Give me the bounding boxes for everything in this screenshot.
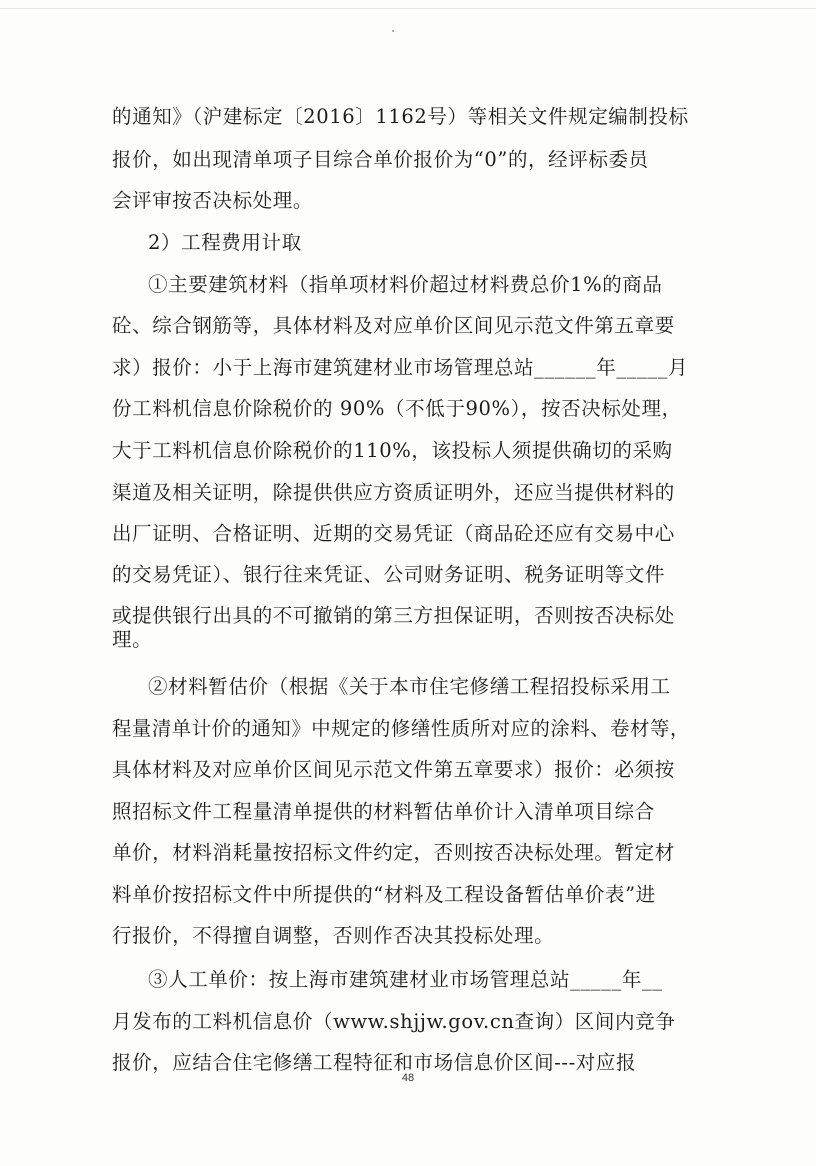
text-line: ②材料暂估价（根据《关于本市住宅修缮工程招投标采用工 xyxy=(148,675,671,698)
text-line: 月发布的工料机信息价（www.shjjw.gov.cn查询）区间内竞争 xyxy=(112,1010,676,1033)
text-line: ③人工单价：按上海市建筑建材业市场管理总站_____年__ xyxy=(148,968,663,991)
text-line: 行报价，不得擅自调整，否则作否决其投标处理。 xyxy=(112,924,555,947)
text-line: 大于工料机信息价除税价的110%，该投标人须提供确切的采购 xyxy=(112,439,673,462)
text-line: 砼、综合钢筋等，具体材料及对应单价区间见示范文件第五章要 xyxy=(112,314,675,337)
scan-dot xyxy=(392,30,394,32)
text-line: 的交易凭证）、银行往来凭证、公司财务证明、税务证明等文件 xyxy=(112,563,666,586)
text-line: 的通知》（沪建标定〔2016〕1162号）等相关文件规定编制投标 xyxy=(112,105,689,128)
text-line: 程量清单计价的通知》中规定的修缮性质所对应的涂料、卷材等， xyxy=(112,717,690,740)
text-line: 料单价按招标文件中所提供的“材料及工程设备暂估单价表”进 xyxy=(112,883,656,906)
text-line: 报价，应结合住宅修缮工程特征和市场信息价区间---对应报 xyxy=(112,1051,637,1074)
text-line: 求）报价：小于上海市建筑建材业市场管理总站______年_____月 xyxy=(112,356,689,379)
text-line: 会评审按否决标处理。 xyxy=(112,189,314,212)
section-heading: 2）工程费用计取 xyxy=(148,231,302,254)
text-line: 具体材料及对应单价区间见示范文件第五章要求）报价：必须按 xyxy=(112,758,675,781)
text-line: 照招标文件工程量清单提供的材料暂估单价计入清单项目综合 xyxy=(112,800,655,823)
text-line: ①主要建筑材料（指单项材料价超过材料费总价1%的商品 xyxy=(148,273,663,296)
page-number: 48 xyxy=(401,1072,415,1084)
text-line: 渠道及相关证明，除提供供应方资质证明外，还应当提供材料的 xyxy=(112,481,675,504)
text-line: 报价，如出现清单项子目综合单价报价为“0”的，经评标委员 xyxy=(112,148,649,171)
text-line: 出厂证明、合格证明、近期的交易凭证（商品砼还应有交易中心 xyxy=(112,522,675,545)
text-line: 或提供银行出具的不可撤销的第三方担保证明，否则按否决标处 xyxy=(112,604,675,627)
scan-edge-line xyxy=(0,8,816,9)
text-line: 单价，材料消耗量按招标文件约定，否则按否决标处理。暂定材 xyxy=(112,841,675,864)
text-line: 份工料机信息价除税价的 90%（不低于90%），按否决标处理， xyxy=(112,397,682,420)
text-line: 理。 xyxy=(112,628,153,651)
